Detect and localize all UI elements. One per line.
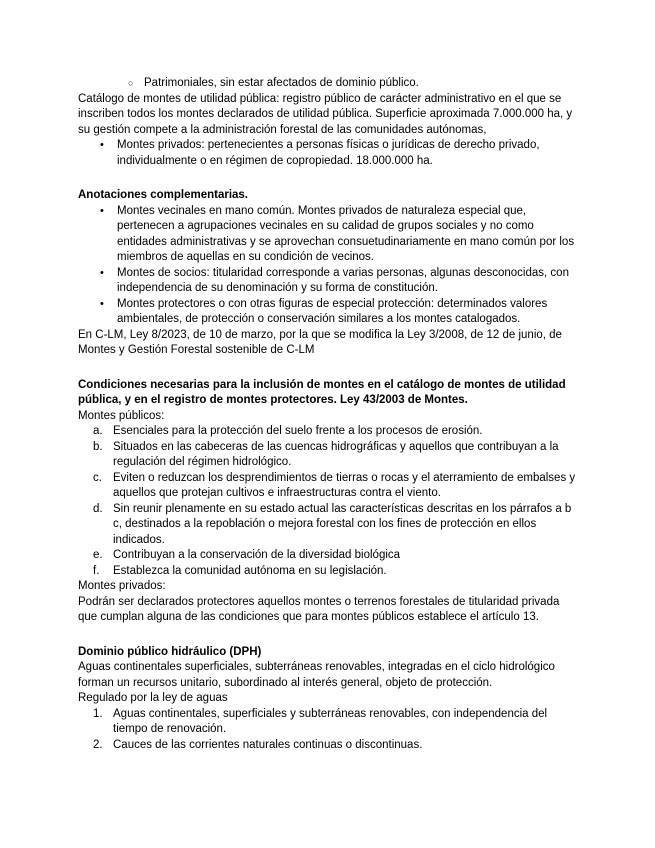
numbered-item-2	[78, 738, 578, 754]
list-item-patrimoniales	[78, 76, 578, 92]
numbered-item-1	[78, 707, 578, 738]
list-item-text: Establezca la comunidad autónoma en su legislación.	[113, 564, 387, 577]
list-item-text: Eviten o reduzcan los desprendimientos de tierras o rocas y el aterramiento de embalses y aquellos que protejan cultivos e infraestructuras contra el viento.	[113, 471, 576, 499]
bullet-marker: •	[100, 297, 104, 310]
paragraph-dph-intro: Aguas continentales superficiales, subterráneas renovables, integradas en el ciclo hidrológico forman un recursos unitario, subordinado al interés general, objeto de protección.	[78, 661, 555, 689]
paragraph-dph-regulado: Regulado por la ley de aguas	[78, 692, 228, 704]
letter-marker: d.	[93, 502, 103, 515]
lettered-item-d	[78, 502, 578, 549]
list-item-text: Montes de socios: titularidad corresponde a varias personas, algunas desconocidas, con independencia de su denominación y su forma de constitución.	[117, 266, 569, 294]
bullet-marker: •	[100, 266, 104, 279]
bullet-marker: •	[100, 204, 104, 217]
section-gap	[78, 169, 578, 188]
list-item-text: Aguas continentales, superficiales y subterráneas renovables, con independencia del tiempo de renovación.	[113, 707, 548, 735]
letter-marker: a.	[93, 425, 103, 437]
paragraph-montes-privados: Podrán ser declarados protectores aquellos montes o terrenos forestales de titularidad privada que cumplan alguna de las condiciones que para montes públicos establece el artículo 13.	[78, 595, 560, 623]
letter-marker: f.	[93, 564, 100, 577]
list-item-text: Contribuyan a la conservación de la diversidad biológica	[113, 549, 401, 561]
list-item-montes-protectores	[78, 297, 578, 328]
bullet-marker: •	[100, 139, 104, 151]
paragraph-catalogo: Catálogo de montes de utilidad pública: registro público de carácter administrativo en el que se inscriben todos los montes declarados de utilidad pública. Superficie aproximada 7.000.000 ha, y su gestión compete a la administración forestal de las comunidades autónomas,	[78, 92, 573, 136]
list-item-text: Sin reunir plenamente en su estado actual las características descritas en los párrafos a b c, destinados a la repoblación o mejora forestal con los fines de protección en ellos indicados.	[113, 502, 572, 546]
list-item-text: Patrimoniales, sin estar afectados de dominio público.	[144, 77, 419, 89]
list-item-text: Montes protectores o con otras figuras de especial protección: determinados valores ambientales, de protección o conservación similares a los montes catalogados.	[117, 297, 548, 325]
section-heading-dph: Dominio público hidráulico (DPH)	[78, 645, 262, 658]
label-montes-publicos: Montes públicos:	[78, 409, 165, 422]
section-heading-condiciones: Condiciones necesarias para la inclusión de montes en el catálogo de montes de utilidad pública, y en el registro de montes protectores. Ley 43/2003 de Montes.	[78, 378, 566, 406]
lettered-item-a	[78, 424, 578, 440]
list-item-text: Situados en las cabeceras de las cuencas hidrográficas y aquellos que contribuyan a la regulación del régimen hidrológico.	[113, 440, 559, 468]
list-item-text: Cauces de las corrientes naturales continuas o discontinuas.	[113, 738, 423, 751]
list-item-text: Esenciales para la protección del suelo frente a los procesos de erosión.	[113, 425, 483, 437]
letter-marker: c.	[93, 471, 102, 484]
letter-marker: b.	[93, 440, 103, 453]
number-marker: 1.	[93, 707, 103, 720]
number-marker: 2.	[93, 738, 103, 751]
list-item-text: Montes privados: pertenecientes a personas físicas o jurídicas de derecho privado, individualmente o en régimen de copropiedad. 18.000.000 ha.	[117, 139, 540, 167]
list-item-montes-de-socios	[78, 266, 578, 297]
letter-marker: e.	[93, 549, 103, 561]
list-item-montes-vecinales	[78, 204, 578, 266]
lettered-item-c	[78, 471, 578, 502]
lettered-item-f	[78, 564, 578, 580]
section-heading-anotaciones: Anotaciones complementarias.	[78, 189, 248, 201]
circle-bullet-marker: ○	[128, 78, 134, 88]
list-item-montes-privados	[78, 138, 578, 169]
section-gap	[78, 359, 578, 378]
lettered-item-b	[78, 440, 578, 471]
paragraph-clm-note: En C-LM, Ley 8/2023, de 10 de marzo, por la que se modifica la Ley 3/2008, de 12 de junio, de Montes y Gestión Forestal sostenible de C-LM	[78, 328, 562, 356]
list-item-text: Montes vecinales en mano común. Montes privados de naturaleza especial que, pertenecen a agrupaciones vecinales en su calidad de grupos sociales y no como entidades administrativas y se aprovechan consuetudinariamente en mano común por los miembros de aquellas en su condición de vecinos.	[117, 204, 575, 263]
section-gap	[78, 626, 578, 645]
lettered-item-e	[78, 548, 578, 564]
label-montes-privados: Montes privados:	[78, 580, 166, 592]
